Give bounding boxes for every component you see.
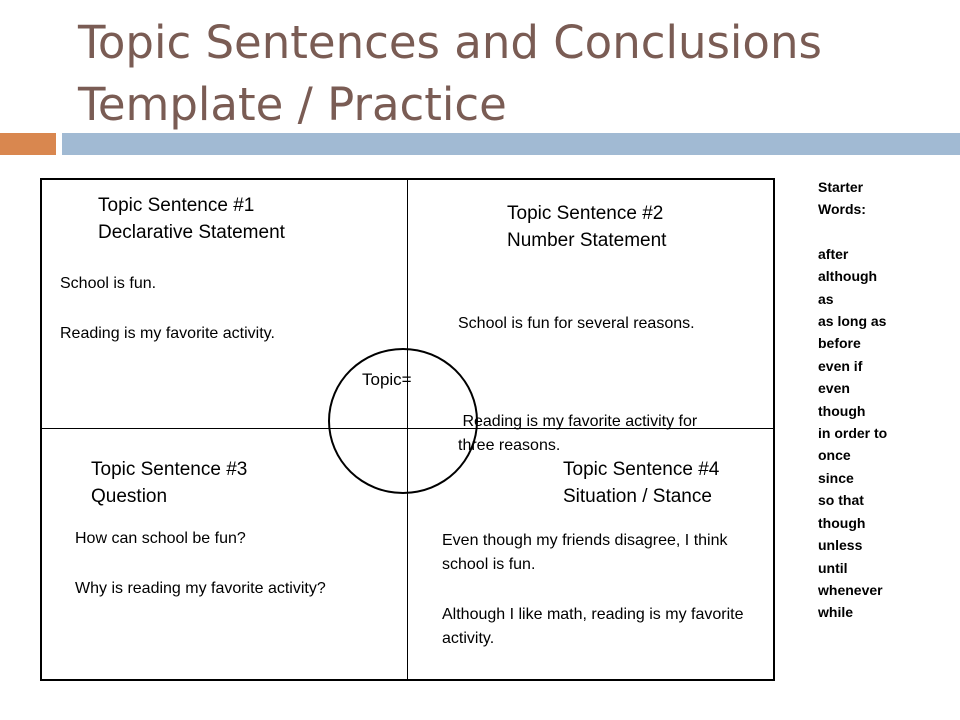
starter-word: until bbox=[818, 559, 848, 576]
starter-word: before bbox=[818, 335, 861, 352]
page-title bbox=[78, 12, 938, 136]
starter-word: as long as bbox=[818, 313, 887, 330]
quadrant-3-example-1: How can school be fun? bbox=[75, 530, 246, 547]
quadrant-1-title: Topic Sentence #1 bbox=[98, 195, 255, 216]
quadrant-3-heading bbox=[91, 456, 341, 510]
quadrant-2-title: Topic Sentence #2 bbox=[507, 203, 664, 224]
quadrant-4-examples bbox=[442, 529, 747, 677]
quadrant-3-examples bbox=[75, 527, 340, 627]
quadrant-2-heading bbox=[507, 200, 767, 254]
starter-word: even bbox=[818, 380, 850, 397]
starter-word: once bbox=[818, 447, 851, 464]
quadrant-3-title: Topic Sentence #3 bbox=[91, 459, 248, 480]
quadrant-4-type: Situation / Stance bbox=[563, 486, 712, 507]
quadrant-3-example-2: Why is reading my favorite activity? bbox=[75, 580, 326, 597]
quadrant-1-example-1: School is fun. bbox=[60, 275, 157, 292]
starter-word: even if bbox=[818, 357, 863, 374]
accent-bar-blue bbox=[62, 133, 960, 155]
quadrant-4-heading bbox=[563, 456, 768, 510]
quadrant-2-example-2: Reading is my favorite activity for three reasons. bbox=[458, 413, 702, 454]
quadrant-2-type: Number Statement bbox=[507, 230, 667, 251]
starter-word: while bbox=[818, 604, 854, 621]
starter-word: though bbox=[818, 402, 866, 419]
title-line-1: Topic Sentences and Conclusions bbox=[78, 16, 822, 69]
starter-word: so that bbox=[818, 492, 864, 509]
quadrant-1-type: Declarative Statement bbox=[98, 222, 285, 243]
quadrant-4-example-1: Even though my friends disagree, I think school is fun. bbox=[442, 532, 728, 573]
accent-bar-orange bbox=[0, 133, 56, 155]
topic-label: Topic= bbox=[362, 370, 412, 389]
starter-words-panel bbox=[818, 176, 948, 624]
starter-word: as bbox=[818, 290, 834, 307]
starter-word-list bbox=[818, 243, 948, 624]
quadrant-1-examples bbox=[60, 272, 360, 372]
quadrant-4-example-2: Although I like math, reading is my favorite activity. bbox=[442, 606, 744, 647]
quadrant-1-heading bbox=[98, 192, 398, 246]
starter-word: unless bbox=[818, 537, 863, 554]
starter-word: in order to bbox=[818, 425, 888, 442]
quadrant-2-example-1: School is fun for several reasons. bbox=[458, 315, 695, 332]
quadrant-3-type: Question bbox=[91, 486, 168, 507]
starter-word: although bbox=[818, 268, 878, 285]
starter-word: after bbox=[818, 245, 849, 262]
starter-word: whenever bbox=[818, 581, 883, 598]
starter-word: though bbox=[818, 514, 866, 531]
starter-word: since bbox=[818, 469, 854, 486]
quadrant-4-title: Topic Sentence #4 bbox=[563, 459, 720, 480]
starter-heading-2: Words: bbox=[818, 201, 866, 218]
quadrant-1-example-2: Reading is my favorite activity. bbox=[60, 325, 275, 342]
starter-heading-1: Starter bbox=[818, 179, 864, 195]
title-line-2: Template / Practice bbox=[78, 78, 507, 131]
